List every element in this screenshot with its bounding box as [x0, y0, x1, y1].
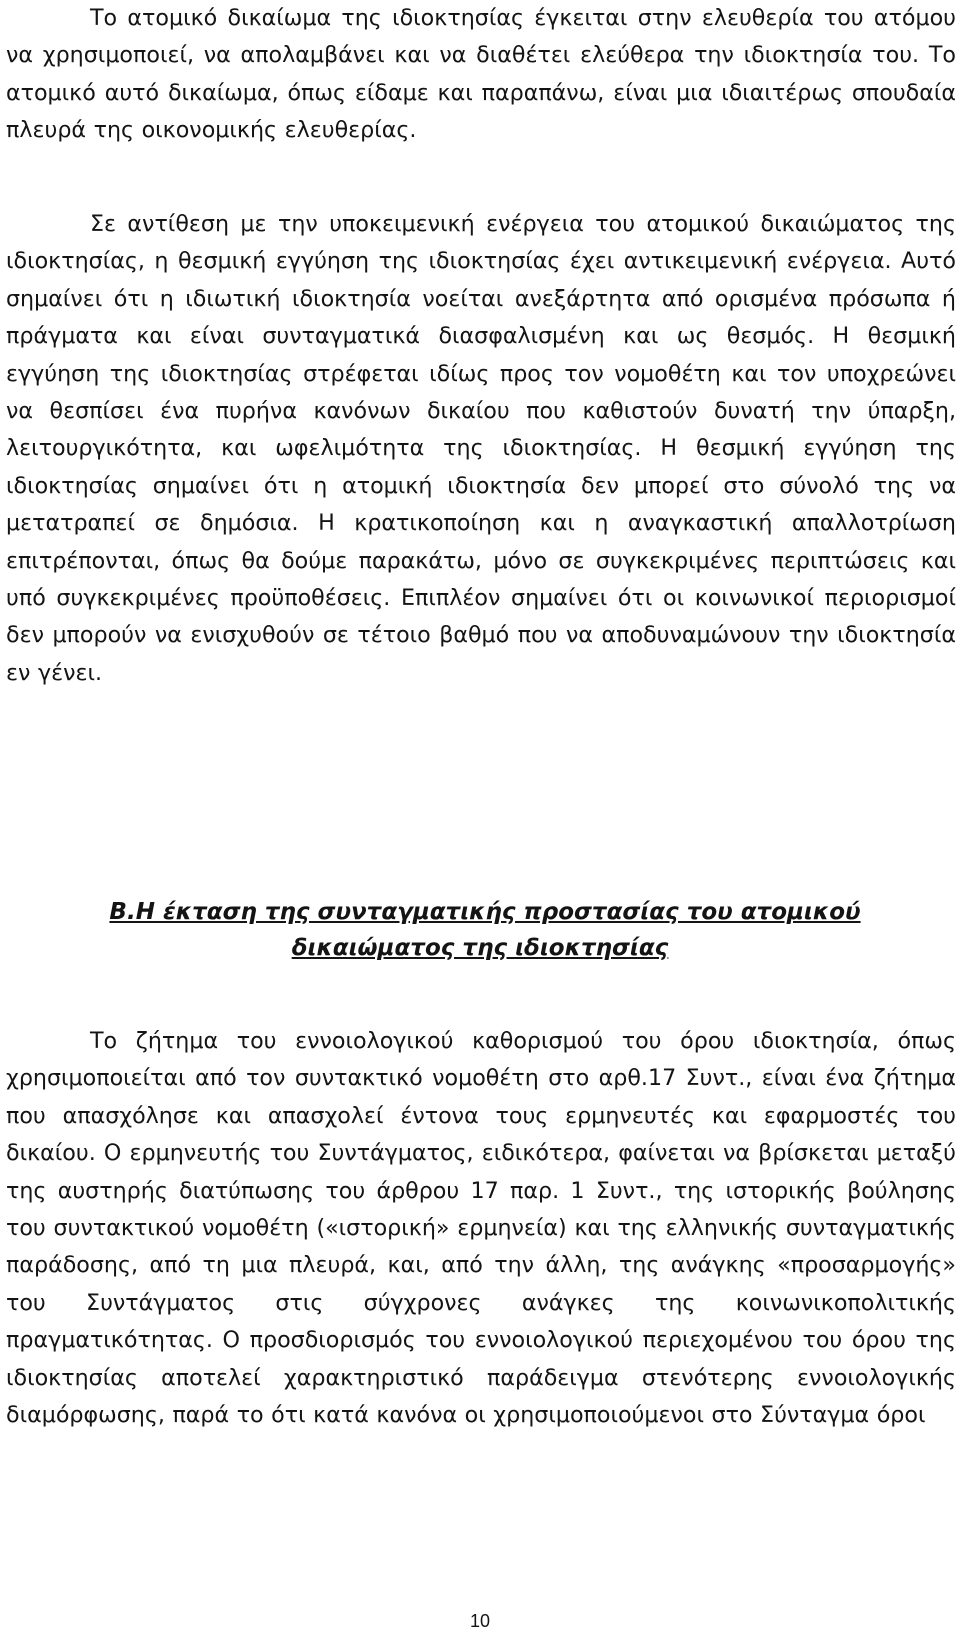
paragraph-institutional-guarantee: Σε αντίθεση με την υποκειμενική ενέργεια του ατομικού δικαιώματος της ιδιοκτησίας, η θεσμική εγγύηση της ιδιοκτησίας έχει αντικειμενική ενέργεια. Αυτό σημαίνει ότι η ιδιωτική ιδιοκτησία νοείται ανεξάρτητα από ορισμένα πρόσωπα ή πράγματα και είναι συνταγματικά διασφαλισμένη και ως θεσμός. Η θεσμική εγγύηση της ιδιοκτησίας στρέφεται ιδίως προς τον νομοθέτη και τον υποχρεώνει να θεσπίσει ένα πυρήνα κανόνων δικαίου που καθιστούν δυνατή την ύπαρξη, λειτουργικότητα, και ωφελιμότητα της ιδιοκτησίας. Η θεσμική εγγύηση της ιδιοκτησίας σημαίνει ότι η ατομική ιδιοκτησία δεν μπορεί στο σύνολό της να μετατραπεί σε δημόσια. Η κρατικοποίηση και η αναγκαστική απαλλοτρίωση επιτρέπονται, όπως θα δούμε παρακάτω, μόνο σε συγκεκριμένες περιπτώσεις και υπό συγκεκριμένες προϋποθέσεις. Επιπλέον σημαίνει ότι οι κοινωνικοί περιορισμοί δεν μπορούν να ενισχυθούν σε τέτοιο βαθμό που να αποδυναμώνουν την ιδιοκτησία εν γένει.	[6, 211, 956, 686]
paragraph-individual-right: Το ατομικό δικαίωμα της ιδιοκτησίας έγκειται στην ελευθερία του ατόμου να χρησιμοποιεί, να απολαμβάνει και να διαθέτει ελεύθερα την ιδιοκτησία του. Το ατομικό αυτό δικαίωμα, όπως είδαμε και παραπάνω, είναι μια ιδιαιτέρως σπουδαία πλευρά της οικονομικής ελευθερίας.	[6, 5, 956, 144]
section-heading-line-2: δικαιώματος της ιδιοκτησίας	[291, 935, 669, 961]
section-heading-line-1: Β.Η έκταση της συνταγματικής προστασίας του ατομικού	[109, 899, 861, 925]
paragraph-conceptual-definition: Το ζήτημα του εννοιολογικού καθορισμού του όρου ιδιοκτησία, όπως χρησιμοποιείται από τον συντακτικό νομοθέτη στο αρθ.17 Συντ., είναι ένα ζήτημα που απασχόλησε και απασχολεί έντονα τους ερμηνευτές και εφαρμοστές του δικαίου. Ο ερμηνευτής του Συντάγματος, ειδικότερα, φαίνεται να βρίσκεται μεταξύ της αυστηρής διατύπωσης του άρθρου 17 παρ. 1 Συντ., της ιστορικής βούλησης του συντακτικού νομοθέτη («ιστορική» ερμηνεία) και της ελληνικής συνταγματικής παράδοσης, από τη μια πλευρά, και, από την άλλη, της ανάγκης «προσαρμογής» του Συντάγματος στις σύγχρονες ανάγκες της κοινωνικοπολιτικής πραγματικότητας. Ο προσδιορισμός του εννοιολογικού περιεχομένου του όρου της ιδιοκτησίας αποτελεί χαρακτηριστικό παράδειγμα στενότερης εννοιολογικής διαμόρφωσης, παρά το ότι κατά κανόνα οι χρησιμοποιούμενοι στο Σύνταγμα όροι	[6, 1028, 956, 1429]
page-number: 10	[469, 1611, 491, 1631]
